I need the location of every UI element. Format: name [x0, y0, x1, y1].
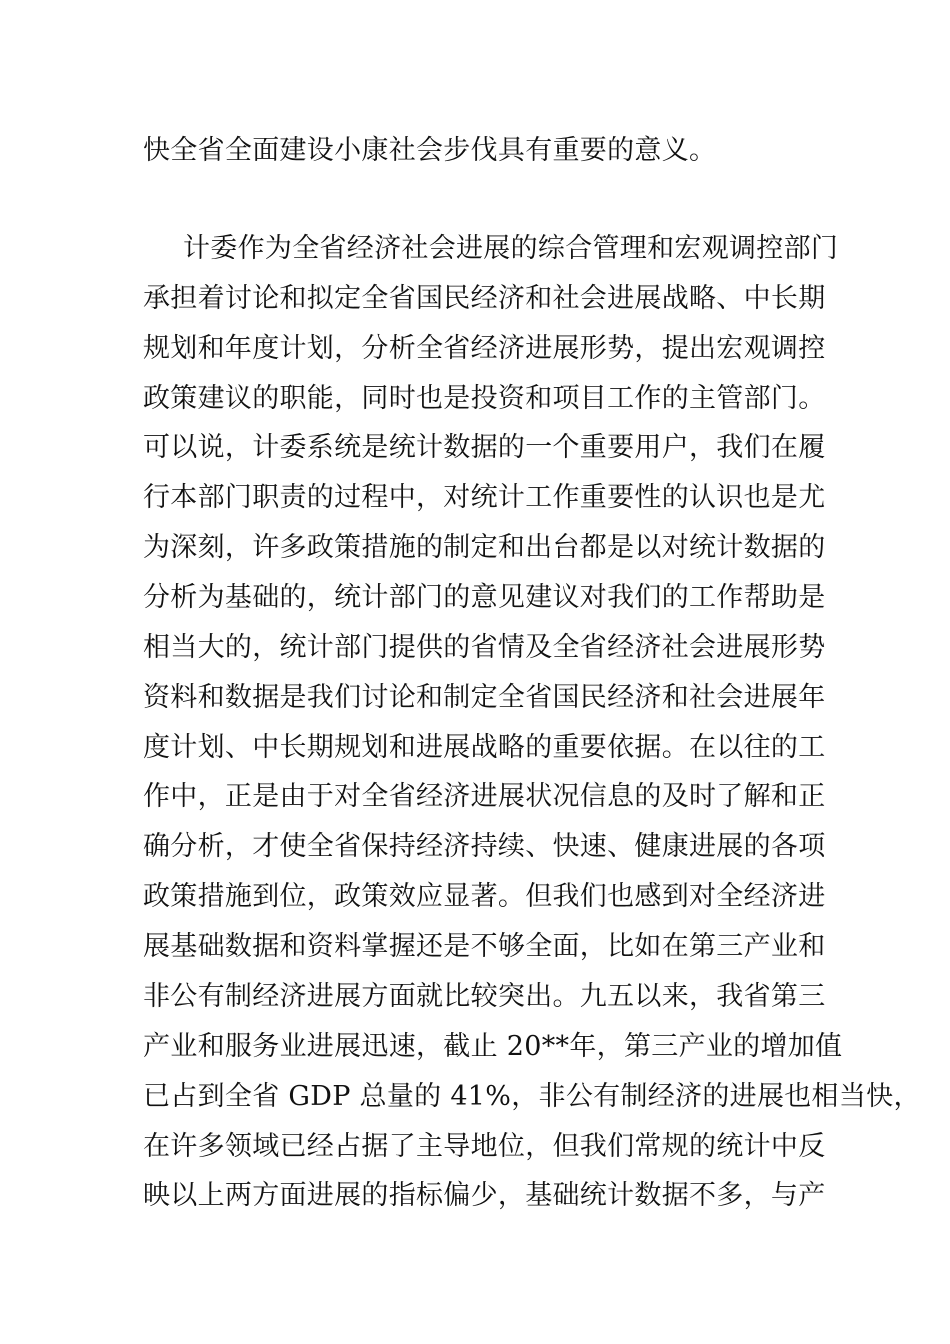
paragraph-2-line-1: 计委作为全省经济社会进展的综合管理和宏观调控部门	[183, 233, 839, 264]
paragraph-2-line-19: 在许多领域已经占据了主导地位，但我们常规的统计中反	[143, 1131, 826, 1162]
paragraph-2-line-10: 资料和数据是我们讨论和制定全省国民经济和社会进展年	[143, 682, 826, 713]
paragraph-2-line-14: 政策措施到位，政策效应显著。但我们也感到对全经济进	[143, 881, 826, 912]
paragraph-2-line-17: 产业和服务业进展迅速，截止 20**年，第三产业的增加值	[143, 1031, 843, 1062]
paragraph-2-line-5: 可以说，计委系统是统计数据的一个重要用户，我们在履	[143, 432, 826, 463]
paragraph-2-line-16: 非公有制经济进展方面就比较突出。九五以来，我省第三	[143, 981, 826, 1012]
paragraph-2-line-7: 为深刻，许多政策措施的制定和出台都是以对统计数据的	[143, 532, 826, 563]
paragraph-2-line-15: 展基础数据和资料掌握还是不够全面，比如在第三产业和	[143, 931, 826, 962]
paragraph-1-line-1: 快全省全面建设小康社会步伐具有重要的意义。	[143, 135, 717, 166]
paragraph-2-line-13: 确分析，才使全省保持经济持续、快速、健康进展的各项	[143, 831, 826, 862]
paragraph-2-line-3: 规划和年度计划，分析全省经济进展形势，提出宏观调控	[143, 333, 826, 364]
paragraph-2-line-9: 相当大的，统计部门提供的省情及全省经济社会进展形势	[143, 632, 826, 663]
paragraph-2-line-2: 承担着讨论和拟定全省国民经济和社会进展战略、中长期	[143, 283, 826, 314]
paragraph-2-line-6: 行本部门职责的过程中，对统计工作重要性的认识也是尤	[143, 482, 826, 513]
paragraph-2-line-11: 度计划、中长期规划和进展战略的重要依据。在以往的工	[143, 732, 826, 763]
paragraph-2-line-18: 已占到全省 GDP 总量的 41%，非公有制经济的进展也相当快，	[143, 1081, 921, 1112]
paragraph-2-line-4: 政策建议的职能，同时也是投资和项目工作的主管部门。	[143, 383, 826, 414]
paragraph-2-line-20: 映以上两方面进展的指标偏少，基础统计数据不多，与产	[143, 1180, 826, 1211]
paragraph-2-line-8: 分析为基础的，统计部门的意见建议对我们的工作帮助是	[143, 582, 826, 613]
paragraph-2-line-12: 作中，正是由于对全省经济进展状况信息的及时了解和正	[143, 781, 826, 812]
